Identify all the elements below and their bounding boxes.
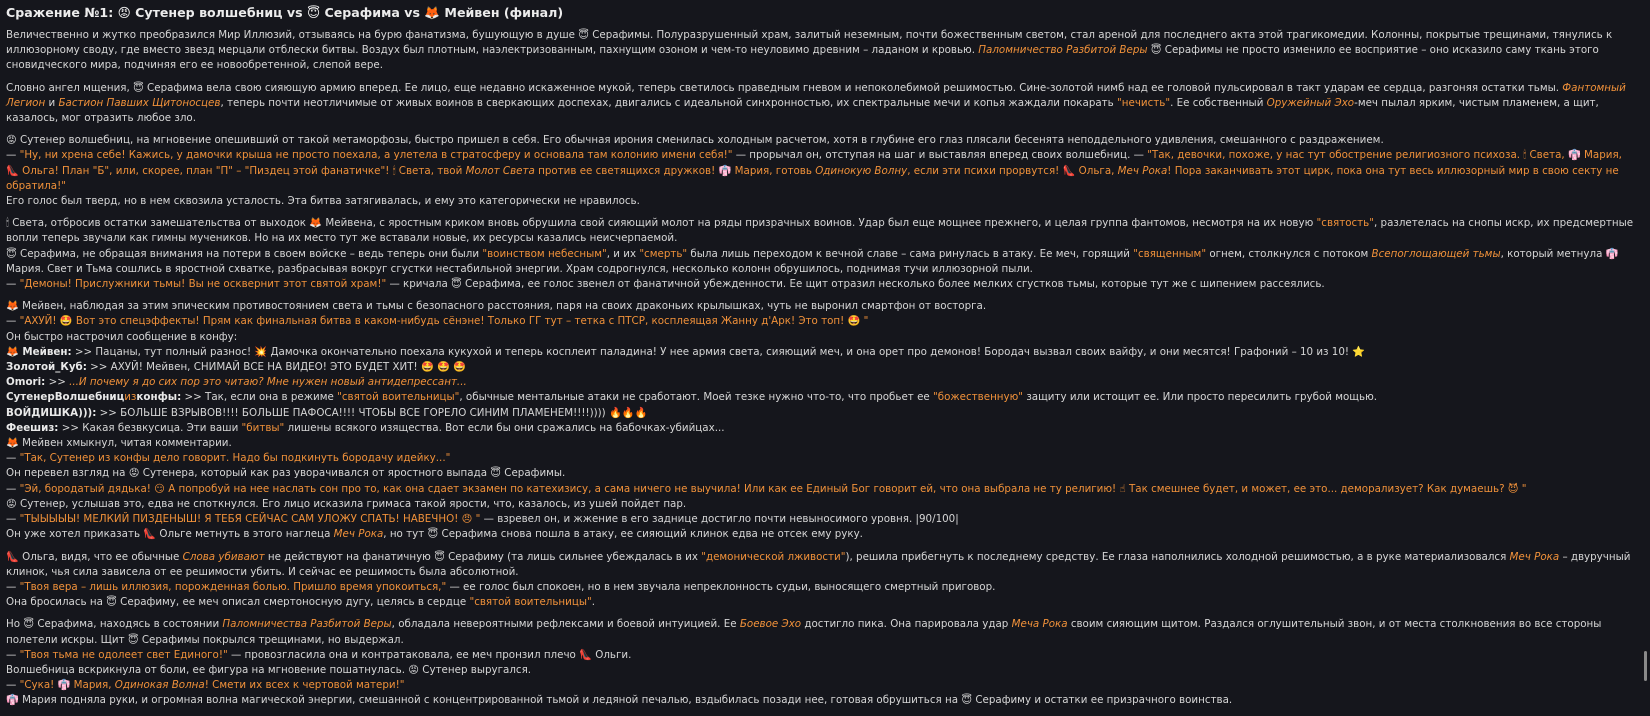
chat-username: Золотой_Куб: (6, 361, 87, 374)
text-segment: – двуручный клинок, чья сила зависела от ее решимости убить. И сейчас ее решимость была абсолютной. (6, 550, 1631, 578)
highlighted-text: "святой воительницы" (337, 391, 460, 404)
highlighted-text: против ее светящихся дружков! 👘 Мария, готовь (534, 164, 816, 177)
text-segment: — (6, 315, 20, 328)
text-segment: Его голос был тверд, но в нем сквозила усталость. Эта битва затягивалась, и ему это категорически не нравилось. (6, 195, 640, 208)
text-segment: и (45, 96, 59, 109)
story-line (6, 375, 1634, 390)
highlighted-text: Одинокую Волну (815, 164, 908, 177)
story-line (6, 360, 1634, 375)
text-segment: 😡 Сутенер волшебниц, на мгновение опешивший от такой метаморфозы, быстро пришел в себя. Его обычная ирония сменилась холодным расчетом, хотя в глубине его глаз плясали бесенята неподдельного удивления, смешанного с раздражением. (6, 134, 1384, 147)
highlighted-text: "Эй, бородатый дядька! 😏 А попробуй на нее наслать сон про то, как она сдает экзамен по катехизису, а сама ничего не выучила! Или как ее Единый Бог говорит ей, что она выбрала не ту религию! ☝ Так смешнее будет, и может, ее это... деморализует? Как думаешь? 😈 " (19, 482, 1527, 495)
text-segment: , но тут 😇 Серафима снова пошла в атаку, ее сияющий клинок едва не отсек ему руку. (383, 528, 863, 541)
text-segment: >> Так, если она в режиме (181, 391, 338, 404)
text-segment: . Ее собственный (1170, 96, 1267, 109)
scrollbar-thumb[interactable] (1644, 651, 1647, 681)
story-line (6, 580, 1634, 595)
chat-username: СутенерВолшебниц (6, 391, 125, 404)
highlighted-text: "Сука! 👘 Мария, (19, 679, 115, 692)
story-line (6, 550, 1634, 580)
story-paragraph (6, 550, 1634, 611)
text-segment: — (6, 580, 20, 593)
story-paragraph (6, 617, 1634, 708)
highlighted-text: , если эти психи прорвутся! 👠 Ольга, (907, 164, 1118, 177)
highlighted-text: Меч Рока (333, 528, 384, 541)
highlighted-text: ...И почему я до сих пор это читаю? Мне нужен новый антидепрессант... (69, 376, 467, 389)
story-line (6, 299, 1634, 314)
highlighted-text: "нечисть" (1117, 96, 1171, 109)
text-segment: Он уже хотел приказать 👠 Ольге метнуть в этого наглеца (6, 528, 334, 541)
highlighted-text: ! Смети их всех к чертовой матери!" (204, 679, 405, 692)
story-line (6, 216, 1634, 246)
highlighted-text: "АХУЙ! 🤩 Вот это спецэффекты! Прям как финальная битва в каком-нибудь сёнэне! Только ГГ тут – тетка с ПТСР, косплеящая Жанну д'Арк! Это топ! 🤩 " (19, 315, 869, 328)
text-segment: , разлетелась на снопы искр, их предсмертные вопли теперь звучали как гимны мучеников. Но на их место тут же вставали новые, их ресурсы казались неисчерпаемой. (6, 217, 1634, 245)
story-line (6, 194, 1634, 209)
story-paragraph (6, 216, 1634, 292)
story-line (6, 390, 1634, 405)
highlighted-text: из (124, 391, 137, 404)
highlighted-text: Меч Рока (1509, 550, 1560, 563)
highlighted-text: "воинством небесным" (482, 247, 607, 260)
text-segment: 🦊 Мейвен, наблюдая за этим эпическим противостоянием света и тьмы с безопасного расстояния, паря на своих драконьих крылышках, чуть не выронил смартфон от восторга. (6, 300, 987, 313)
story-line (6, 497, 1634, 512)
highlighted-text: "Демоны! Прислужники тьмы! Вы не осквернит этот святой храм!" (19, 278, 387, 291)
scrollbar-track[interactable] (1641, 0, 1647, 684)
text-segment: — (6, 648, 20, 661)
text-segment: , обычные ментальные атаки не сработают. Моей тезке нужно что-то, что пробьет ее (459, 391, 934, 404)
story-body (6, 28, 1634, 709)
text-segment: >> АХУЙ! Мейвен, СНИМАЙ ВСЕ НА ВИДЕО! ЭТО БУДЕТ ХИТ! 🤩 🤩 🤩 (86, 361, 466, 374)
text-segment: — (6, 513, 20, 526)
story-line (6, 28, 1634, 74)
text-segment: 😇 Серафима, не обращая внимания на потери в своем войске – ведь теперь они были (6, 247, 483, 260)
chat-username: 🦊 Мейвен: (6, 345, 72, 358)
chat-message (6, 4, 1634, 716)
story-line (6, 247, 1634, 277)
story-line (6, 617, 1634, 647)
text-segment: >> (45, 376, 70, 389)
highlighted-text: "божественную" (933, 391, 1024, 404)
story-paragraph (6, 133, 1634, 209)
highlighted-text: Одинокая Волна (114, 679, 205, 692)
story-line (6, 595, 1634, 610)
highlighted-text: Паломничества Разбитой Веры (222, 618, 392, 631)
chat-username: Omori: (6, 376, 46, 389)
highlighted-text: "святой воительницы" (469, 596, 592, 609)
story-line (6, 345, 1634, 360)
story-line (6, 421, 1634, 436)
battle-title: Сражение №1: 😡 Сутенер волшебниц vs 😇 Серафима vs 🦊 Мейвен (финал) (6, 5, 564, 20)
highlighted-text: Всепоглощающей тьмы (1371, 247, 1501, 260)
story-line (6, 527, 1634, 542)
text-segment: лишены всякого изящества. Вот если бы они сражались на бабочках-убийцах... (284, 421, 725, 434)
text-segment: — (6, 679, 20, 692)
highlighted-text: "смерть" (639, 247, 688, 260)
story-line (6, 648, 1634, 663)
text-segment: — взревел он, и жжение в его заднице достигло почти невыносимого уровня. |90/100| (480, 513, 959, 526)
text-segment: огнем, столкнулся с потоком (1206, 247, 1372, 260)
text-segment: — (6, 149, 20, 162)
story-line (6, 81, 1634, 127)
highlighted-text: Боевое Эхо (739, 618, 802, 631)
text-segment: Величественно и жутко преобразился Мир Иллюзий, отзываясь на бурю фанатизма, бушующую в душе 😇 Серафимы. Полуразрушенный храм, залитый неземным, почти божественным светом, стал ареной для последнего акта этой трагикомедии. Колонны, покрытые трещинами, тянулись к иллюзорному своду, где вместо звезд мерцали отблески битвы. Воздух был плотным, наэлектризованным, пахнущим озоном и чем-то неуловимо древним – ладаном и кровью. (6, 29, 1613, 57)
text-segment: , обладала невероятными рефлексами и боевой интуицией. Ее (391, 618, 740, 631)
highlighted-text: "битвы" (241, 421, 285, 434)
text-segment: — (6, 278, 20, 291)
text-segment: 🕯 Света, отбросив остатки замешательства от выходок 🦊 Мейвена, с яростным криком вновь обрушила свой сияющий молот на ряды призрачных воинов. Удар был еще мощнее прежнего, и целая группа фантомов, несмотря на их новую (6, 217, 1317, 230)
highlighted-text: "ТЫЫЫЫЫ! МЕЛКИЙ ПИЗДЕНЫШ! Я ТЕБЯ СЕЙЧАС САМ УЛОЖУ СПАТЬ! НАВЕЧНО! 😠 " (19, 513, 481, 526)
highlighted-text: "священным" (1133, 247, 1207, 260)
highlighted-text: "Так, Сутенер из конфы дело говорит. Надо бы подкинуть бородачу идейку..." (19, 452, 451, 465)
story-line (6, 482, 1634, 497)
highlighted-text: Меча Рока (1011, 618, 1068, 631)
text-segment: — (6, 452, 20, 465)
story-line (6, 693, 1634, 708)
text-segment: 🦊 Мейвен хмыкнул, читая комментарии. (6, 437, 232, 450)
highlighted-text: Слова убивают (182, 550, 265, 563)
highlighted-text: "Твоя тьма не одолеет свет Единого!" (19, 648, 228, 661)
highlighted-text: Оружейный Эхо (1266, 96, 1355, 109)
chat-username: Феешиз: (6, 421, 59, 434)
highlighted-text: "святость" (1316, 217, 1374, 230)
highlighted-text: Молот Света (465, 164, 535, 177)
text-segment: 👘 Мария подняла руки, и огромная волна магической энергии, смешанной с концентрированной тьмой и ледяной печалью, вздыбилась позади нее, готовая обрушиться на 😇 Серафиму и остатки ее призрачного воинства. (6, 694, 1233, 707)
text-segment: , который метнула 👘 Мария. Свет и Тьма сошлись в яростной схватке, разбрасывая вокруг сгустки нестабильной энергии. Храм содрогнулся, несколько колонн обрушилось, поднимая тучи иллюзорной пыли. (6, 247, 1619, 275)
story-line (6, 512, 1634, 527)
text-segment: Он перевел взгляд на 😡 Сутенера, который как раз уворачивался от яростного выпада 😇 Серафимы. (6, 467, 566, 480)
highlighted-text: Паломничество Разбитой Веры (978, 44, 1148, 57)
text-segment: . (591, 596, 596, 609)
highlighted-text: "демонической лживости" (701, 550, 846, 563)
text-segment: — прорычал он, отступая на шаг и выставляя вперед своих волшебниц. — (732, 149, 1148, 162)
story-line (6, 451, 1634, 466)
chat-username: ВОЙДИШКА))): (6, 406, 97, 419)
story-line (6, 466, 1634, 481)
highlighted-text: "Так, девочки, похоже, у нас тут обострение религиозного психоза. 🕯 Света, 👘 Мария, 👠 Ольга! План "Б", или, скорее, план "П" – "Пиздец этой фанатичке"! 🕯 Света, твой (6, 149, 1622, 177)
story-line (6, 133, 1634, 148)
text-segment: своим сияющим щитом. Раздался оглушительный звон, и от места столкновения во все стороны полетели искры. Щит 😇 Серафимы покрылся трещинами, но выдержал. (6, 618, 1602, 646)
text-segment: — ее голос был спокоен, но в нем звучала непреклонность судьи, выносящего смертный приговор. (446, 580, 996, 593)
text-segment: >> Какая безвкусица. Эти ваши (58, 421, 242, 434)
story-line (6, 406, 1634, 421)
story-paragraph (6, 28, 1634, 74)
text-segment: — провозгласила она и контратаковала, ее меч пронзил плечо 👠 Ольги. (227, 648, 632, 661)
story-line (6, 277, 1634, 292)
text-segment: , и их (606, 247, 640, 260)
text-segment: Он быстро настрочил сообщение в конфу: (6, 330, 238, 343)
story-line (6, 148, 1634, 194)
text-segment: 👠 Ольга, видя, что ее обычные (6, 550, 183, 563)
story-line (6, 678, 1634, 693)
text-segment: — (6, 482, 20, 495)
text-segment: >> Пацаны, тут полный разнос! 💥 Дамочка окончательно поехала кукухой и теперь косплеит паладина! У нее армия света, сияющий меч, и она орет про демонов! Бородач вызвал своих вайфу, и они месятся! Графоний – 10 из 10! ⭐ (71, 345, 1366, 358)
text-segment: ), решила прибегнуть к последнему средству. Ее глаза наполнились холодной решимостью, а в руке материализовался (845, 550, 1510, 563)
highlighted-text: Бастион Павших Щитоносцев (58, 96, 221, 109)
story-line (6, 330, 1634, 345)
text-segment: Волшебница вскрикнула от боли, ее фигура на мгновение пошатнулась. 😡 Сутенер выругался. (6, 663, 532, 676)
text-segment: >> БОЛЬШЕ ВЗРЫВОВ!!!! БОЛЬШЕ ПАФОСА!!!! ЧТОБЫ ВСЕ ГОРЕЛО СИНИМ ПЛАМЕНЕМ!!!!)))) 🔥🔥🔥 (96, 406, 648, 419)
text-segment: 😡 Сутенер, услышав это, едва не споткнулся. Его лицо исказила гримаса такой ярости, что, казалось, из ушей пойдет пар. (6, 497, 687, 510)
text-segment: Но 😇 Серафима, находясь в состоянии (6, 618, 223, 631)
highlighted-text: Меч Рока (1117, 164, 1168, 177)
highlighted-text: "Твоя вера – лишь иллюзия, порожденная болью. Пришло время упокоиться," (19, 580, 447, 593)
text-segment: -меч пылал ярким, чистым пламенем, а щит, казалось, мог отразить любое зло. (6, 96, 1599, 125)
text-segment: достигло пика. Она парировала удар (801, 618, 1012, 631)
story-line (6, 314, 1634, 329)
text-segment: — кричала 😇 Серафима, ее голос звенел от фанатичной убежденности. Ее щит отразил несколько более мелких сгустков тьмы, которые тут же с шипением рассеялись. (386, 278, 1325, 291)
text-segment: не действуют на фанатичную 😇 Серафиму (та лишь сильнее убеждалась в их (264, 550, 702, 563)
text-segment: , теперь почти неотличимые от живых воинов в сверкающих доспехах, двигались с идеальной синхронностью, их спектральные мечи и копья жаждали покарать (220, 96, 1118, 109)
text-segment: Она бросилась на 😇 Серафиму, ее меч описал смертоносную дугу, целясь в сердце (6, 596, 470, 609)
story-paragraph (6, 299, 1634, 542)
chat-username: конфы: (136, 391, 182, 404)
text-segment: была лишь переходом к вечной славе – сама ринулась в атаку. Ее меч, горящий (687, 247, 1134, 260)
text-segment: Словно ангел мщения, 😇 Серафима вела свою сияющую армию вперед. Ее лицо, еще недавно искаженное мукой, теперь светилось праведным гневом и непоколебимой решимостью. Сине-золотой нимб над ее головой пульсировал в такт ударам ее сердца, разгоняя остатки тьмы. (6, 81, 1563, 94)
highlighted-text: "Ну, ни хрена себе! Кажись, у дамочки крыша не просто поехала, а улетела в стратосферу и основала там колонию имени себя!" (19, 149, 733, 162)
text-segment: защиту или истощит ее. Или просто пересилить грубой мощью. (1023, 391, 1378, 404)
highlighted-text: Фантомный Легион (6, 81, 1626, 109)
story-line (6, 436, 1634, 451)
story-paragraph (6, 81, 1634, 127)
story-line (6, 663, 1634, 678)
text-segment: 😇 Серафимы не просто изменило ее восприятие – оно исказило саму ткань этого сновидческого мира, подчиняя его ее новообретенной, слепой вере. (6, 44, 1599, 72)
highlighted-text: ! Пора заканчивать этот цирк, пока она тут весь иллюзорный мир в свою секту не обратила!" (6, 164, 1619, 192)
